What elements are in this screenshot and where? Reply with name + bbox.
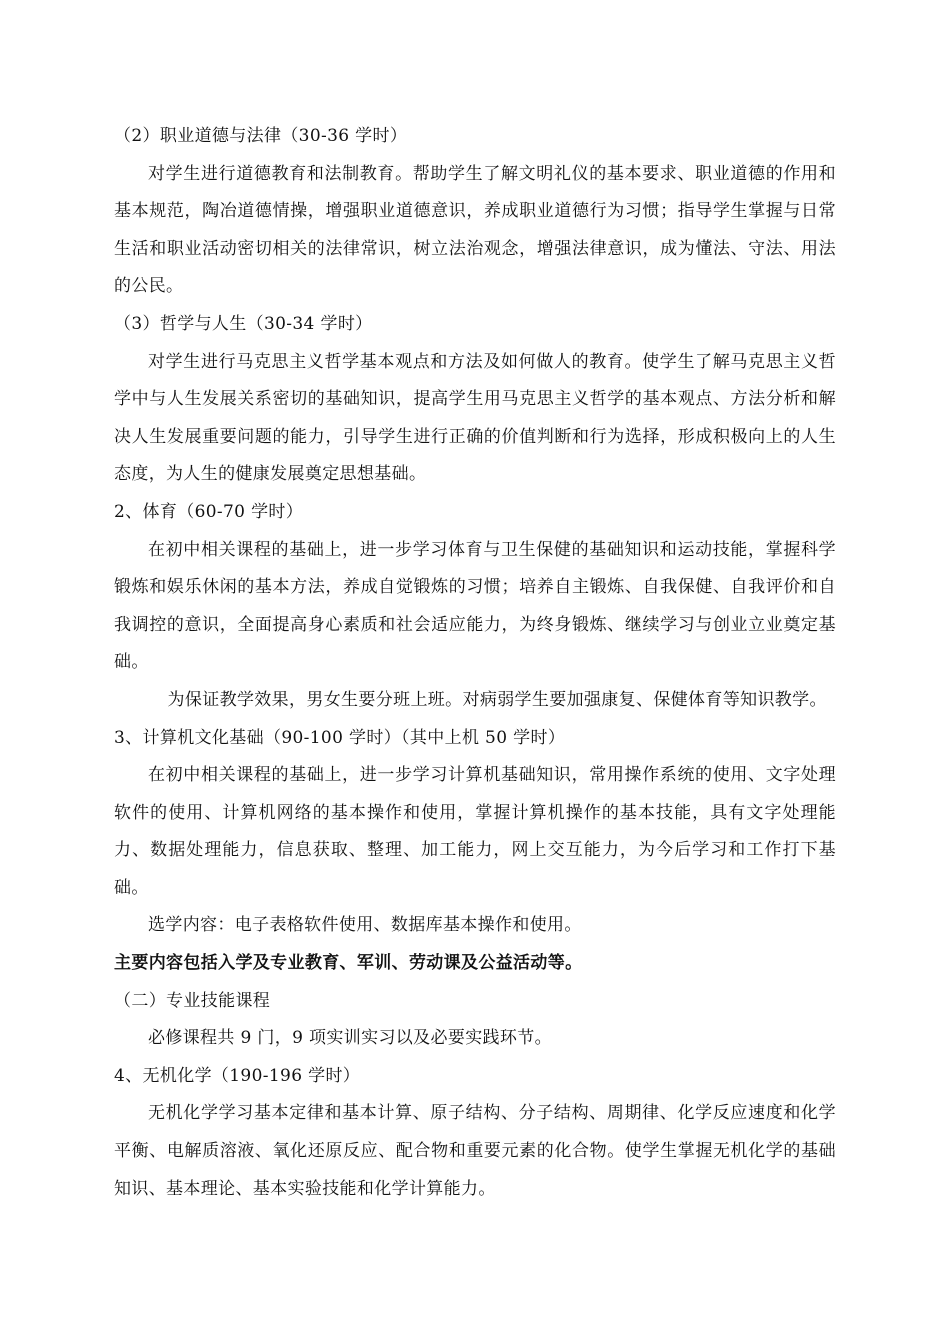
bold-main-content: 主要内容包括入学及专业教育、军训、劳动课及公益活动等。	[114, 953, 583, 974]
paragraph-pe-note: 为保证教学效果，男女生要分班上班。对病弱学生要加强康复、保健体育等知识教学。	[167, 689, 827, 710]
paragraph-computer-basics: 在初中相关课程的基础上，进一步学习计算机基础知识，常用操作系统的使用、文字处理软件的使用、计算机网络的基本操作和使用，掌握计算机操作的基本技能，具有文字处理能力、数据处理能力，信息获取、整理、加工能力，网上交互能力，为今后学习和工作打下基础。	[114, 765, 836, 898]
paragraph-ethics-law: 对学生进行道德教育和法制教育。帮助学生了解文明礼仪的基本要求、职业道德的作用和基本规范，陶冶道德情操，增强职业道德意识，养成职业道德行为习惯；指导学生掌握与日常生活和职业活动密切相关的法律常识，树立法治观念，增强法律意识，成为懂法、守法、用法的公民。	[114, 163, 836, 297]
paragraph-inorganic-chemistry: 无机化学学习基本定律和基本计算、原子结构、分子结构、周期律、化学反应速度和化学平衡、电解质溶液、氧化还原反应、配合物和重要元素的化合物。使学生掌握无机化学的基础知识、基本理论、基本实验技能和化学计算能力。	[114, 1103, 836, 1199]
subheading-vocational-ethics-law: （2）职业道德与法律（30-36 学时）	[114, 126, 408, 146]
section-heading-professional-skills: （二）专业技能课程	[114, 990, 271, 1011]
paragraph-required-courses: 必修课程共 9 门，9 项实训实习以及必要实践环节。	[148, 1028, 552, 1049]
paragraph-elective-content: 选学内容：电子表格软件使用、数据库基本操作和使用。	[148, 915, 582, 936]
heading-computer-basics: 3、计算机文化基础（90-100 学时）（其中上机 50 学时）	[114, 727, 566, 748]
paragraph-physical-education: 在初中相关课程的基础上，进一步学习体育与卫生保健的基础知识和运动技能，掌握科学锻炼和娱乐休闲的基本方法，养成自觉锻炼的习惯；培养自主锻炼、自我保健、自我评价和自我调控的意识，全面提高身心素质和社会适应能力，为终身锻炼、继续学习与创业立业奠定基础。	[114, 539, 836, 673]
subheading-philosophy-life: （3）哲学与人生（30-34 学时）	[114, 313, 373, 334]
paragraph-philosophy-life: 对学生进行马克思主义哲学基本观点和方法及如何做人的教育。使学生了解马克思主义哲学中与人生发展关系密切的基础知识，提高学生用马克思主义哲学的基本观点、方法分析和解决人生发展重要问题的能力，引导学生进行正确的价值判断和行为选择，形成积极向上的人生态度，为人生的健康发展奠定思想基础。	[114, 351, 836, 485]
heading-physical-education: 2、体育（60-70 学时）	[114, 501, 304, 522]
heading-inorganic-chemistry: 4、无机化学（190-196 学时）	[114, 1065, 361, 1086]
document-page	[114, 118, 836, 1208]
